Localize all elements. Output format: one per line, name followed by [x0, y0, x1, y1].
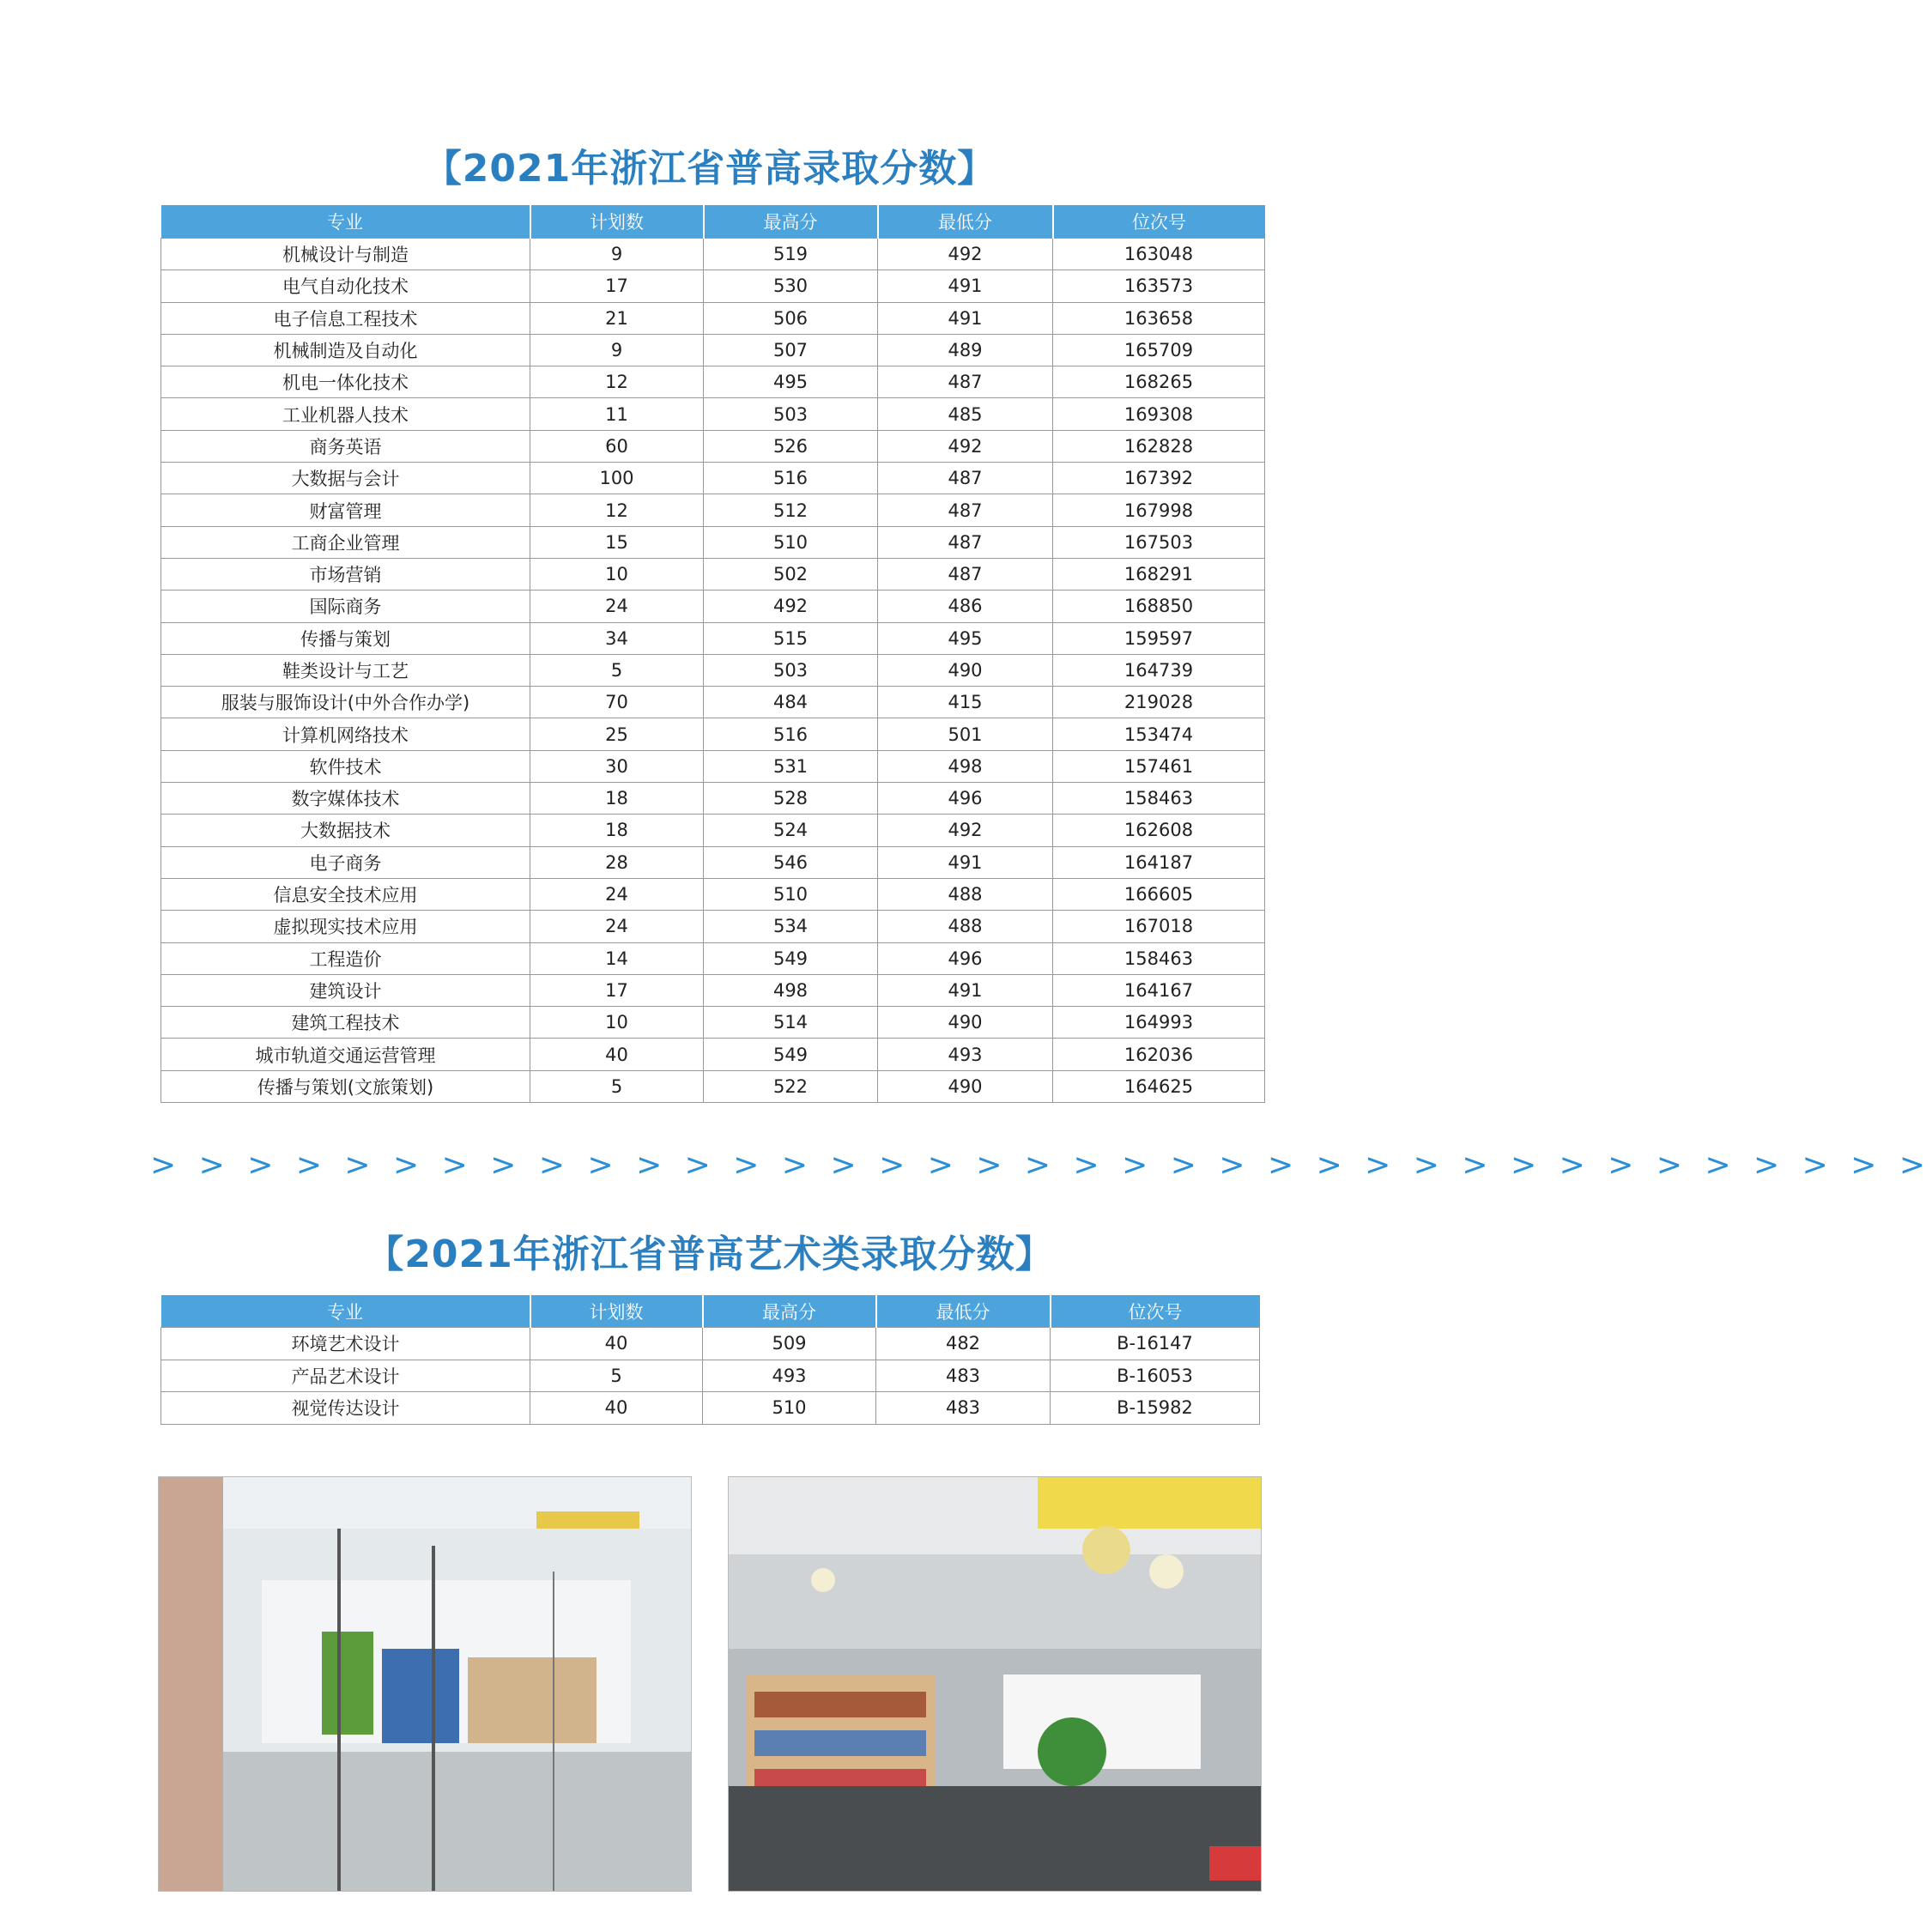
table-row — [161, 718, 1265, 750]
table-row — [161, 239, 1265, 270]
table-cell: 数字媒体技术 — [161, 783, 530, 815]
table-cell: 信息安全技术应用 — [161, 878, 530, 910]
table-cell: 163048 — [1053, 239, 1265, 270]
table-cell: 528 — [704, 783, 878, 815]
table-cell: 30 — [530, 750, 704, 782]
table-cell: 169308 — [1053, 398, 1265, 430]
table-cell: 工业机器人技术 — [161, 398, 530, 430]
table-cell: 483 — [876, 1392, 1051, 1425]
table-row — [161, 591, 1265, 622]
table-cell: 490 — [878, 1007, 1053, 1039]
table-cell: 5 — [530, 1360, 703, 1392]
table-row — [161, 942, 1265, 974]
table-cell: 487 — [878, 558, 1053, 590]
table-cell: 40 — [530, 1392, 703, 1425]
table-row — [161, 1070, 1265, 1102]
table-cell: 495 — [704, 366, 878, 398]
table-cell: 496 — [878, 942, 1053, 974]
table-cell: 493 — [878, 1039, 1053, 1070]
table-cell: 503 — [704, 398, 878, 430]
table-cell: 10 — [530, 1007, 704, 1039]
table-cell: 501 — [878, 718, 1053, 750]
table-row — [161, 398, 1265, 430]
table-row — [161, 654, 1265, 686]
table-cell: 549 — [704, 942, 878, 974]
table-cell: 164993 — [1053, 1007, 1265, 1039]
table-cell: 164739 — [1053, 654, 1265, 686]
table-cell: 492 — [878, 430, 1053, 462]
table-cell: 162828 — [1053, 430, 1265, 462]
table-cell: 环境艺术设计 — [161, 1328, 530, 1360]
table-cell: 工商企业管理 — [161, 526, 530, 558]
admission-score-table — [160, 205, 1265, 1103]
table-cell: 164625 — [1053, 1070, 1265, 1102]
arrow-divider: > > > > > > > > > > > > > > > > > > > > > > > > > > > > > > > > > > > > > — [150, 1148, 1932, 1183]
table-row — [161, 270, 1265, 302]
table-cell: 534 — [704, 911, 878, 942]
table-cell: 546 — [704, 846, 878, 878]
table-cell: 158463 — [1053, 942, 1265, 974]
table-cell: 509 — [703, 1328, 876, 1360]
table-cell: 524 — [704, 815, 878, 846]
table-cell: 168291 — [1053, 558, 1265, 590]
table-cell: 496 — [878, 783, 1053, 815]
table-cell: 506 — [704, 302, 878, 334]
table-cell: 515 — [704, 622, 878, 654]
table-cell: 490 — [878, 654, 1053, 686]
table-row — [161, 366, 1265, 398]
table-cell: 建筑设计 — [161, 974, 530, 1006]
table-cell: 512 — [704, 494, 878, 526]
table-cell: 159597 — [1053, 622, 1265, 654]
table-cell: 18 — [530, 815, 704, 846]
table-cell: 503 — [704, 654, 878, 686]
table-cell: 166605 — [1053, 878, 1265, 910]
table-cell: 电气自动化技术 — [161, 270, 530, 302]
table-cell: 507 — [704, 334, 878, 366]
table-cell: 484 — [704, 687, 878, 718]
table-cell: 9 — [530, 334, 704, 366]
table-cell: 502 — [704, 558, 878, 590]
table-row — [161, 1007, 1265, 1039]
table-cell: 市场营销 — [161, 558, 530, 590]
column-header: 最高分 — [704, 205, 878, 239]
table-row — [161, 463, 1265, 494]
table-cell: 510 — [704, 526, 878, 558]
table-cell: 482 — [876, 1328, 1051, 1360]
table-cell: 虚拟现实技术应用 — [161, 911, 530, 942]
table-cell: 162036 — [1053, 1039, 1265, 1070]
table-cell: 514 — [704, 1007, 878, 1039]
table-cell: 70 — [530, 687, 704, 718]
table-cell: 大数据与会计 — [161, 463, 530, 494]
table-cell: 153474 — [1053, 718, 1265, 750]
table-row — [161, 1360, 1260, 1392]
table-row — [161, 430, 1265, 462]
table-cell: 鞋类设计与工艺 — [161, 654, 530, 686]
table-cell: 219028 — [1053, 687, 1265, 718]
table-cell: 488 — [878, 911, 1053, 942]
table-cell: 11 — [530, 398, 704, 430]
table-row — [161, 494, 1265, 526]
table-cell: 168850 — [1053, 591, 1265, 622]
table-cell: 164167 — [1053, 974, 1265, 1006]
table-cell: 18 — [530, 783, 704, 815]
table-cell: 传播与策划(文旅策划) — [161, 1070, 530, 1102]
table-cell: 167018 — [1053, 911, 1265, 942]
table-cell: 483 — [876, 1360, 1051, 1392]
table-cell: 157461 — [1053, 750, 1265, 782]
table-row — [161, 1392, 1260, 1425]
library-reading-room-photo — [728, 1476, 1262, 1892]
table-row — [161, 526, 1265, 558]
table-cell: 电子信息工程技术 — [161, 302, 530, 334]
table-cell: 传播与策划 — [161, 622, 530, 654]
table-cell: 40 — [530, 1039, 704, 1070]
table-cell: 计算机网络技术 — [161, 718, 530, 750]
table-cell: 498 — [878, 750, 1053, 782]
table-cell: 490 — [878, 1070, 1053, 1102]
table-cell: 工程造价 — [161, 942, 530, 974]
table-cell: 549 — [704, 1039, 878, 1070]
column-header: 最高分 — [703, 1295, 876, 1328]
table-cell: 电子商务 — [161, 846, 530, 878]
table-cell: 516 — [704, 718, 878, 750]
table-cell: 10 — [530, 558, 704, 590]
table-cell: 498 — [704, 974, 878, 1006]
table-row — [161, 911, 1265, 942]
table-row — [161, 750, 1265, 782]
table-cell: 软件技术 — [161, 750, 530, 782]
table-cell: 492 — [704, 591, 878, 622]
table-cell: 163573 — [1053, 270, 1265, 302]
table-cell: 167998 — [1053, 494, 1265, 526]
table-cell: 163658 — [1053, 302, 1265, 334]
table-cell: 城市轨道交通运营管理 — [161, 1039, 530, 1070]
table-cell: 165709 — [1053, 334, 1265, 366]
table-cell: 526 — [704, 430, 878, 462]
table-cell: 大数据技术 — [161, 815, 530, 846]
table-cell: 491 — [878, 302, 1053, 334]
table-header-row — [161, 205, 1265, 239]
column-header: 计划数 — [530, 1295, 703, 1328]
table-cell: 522 — [704, 1070, 878, 1102]
table-row — [161, 783, 1265, 815]
column-header: 计划数 — [530, 205, 704, 239]
table-cell: 488 — [878, 878, 1053, 910]
table-cell: 17 — [530, 270, 704, 302]
table-cell: 487 — [878, 463, 1053, 494]
table-row — [161, 974, 1265, 1006]
table-row — [161, 302, 1265, 334]
table-cell: 60 — [530, 430, 704, 462]
table-cell: 24 — [530, 591, 704, 622]
table-row — [161, 687, 1265, 718]
table-row — [161, 878, 1265, 910]
table-cell: 9 — [530, 239, 704, 270]
table-cell: 167503 — [1053, 526, 1265, 558]
table-cell: 168265 — [1053, 366, 1265, 398]
table-cell: 25 — [530, 718, 704, 750]
table-cell: 视觉传达设计 — [161, 1392, 530, 1425]
column-header: 位次号 — [1053, 205, 1265, 239]
table-header-row — [161, 1295, 1260, 1328]
table-row — [161, 558, 1265, 590]
table-cell: 487 — [878, 494, 1053, 526]
table-cell: 24 — [530, 911, 704, 942]
table-cell: 516 — [704, 463, 878, 494]
table-cell: 486 — [878, 591, 1053, 622]
table-cell: 530 — [704, 270, 878, 302]
table-cell: 487 — [878, 366, 1053, 398]
table-cell: 491 — [878, 974, 1053, 1006]
table-cell: 158463 — [1053, 783, 1265, 815]
table-cell: 5 — [530, 1070, 704, 1102]
table-cell: 14 — [530, 942, 704, 974]
table-cell: 495 — [878, 622, 1053, 654]
art-admission-score-table — [160, 1295, 1260, 1425]
table-cell: 机电一体化技术 — [161, 366, 530, 398]
table-cell: 机械设计与制造 — [161, 239, 530, 270]
table-cell: 531 — [704, 750, 878, 782]
table-cell: 15 — [530, 526, 704, 558]
column-header: 最低分 — [876, 1295, 1051, 1328]
table-cell: 12 — [530, 366, 704, 398]
table-cell: 商务英语 — [161, 430, 530, 462]
table-row — [161, 622, 1265, 654]
table-cell: 162608 — [1053, 815, 1265, 846]
table-cell: 519 — [704, 239, 878, 270]
table-cell: 国际商务 — [161, 591, 530, 622]
table-row — [161, 815, 1265, 846]
table-row — [161, 1039, 1265, 1070]
table-cell: 485 — [878, 398, 1053, 430]
table-cell: 5 — [530, 654, 704, 686]
table-cell: 167392 — [1053, 463, 1265, 494]
table-cell: 财富管理 — [161, 494, 530, 526]
table-cell: 492 — [878, 815, 1053, 846]
lab-glass-showroom-photo — [158, 1476, 692, 1892]
table-row — [161, 334, 1265, 366]
table-cell: 415 — [878, 687, 1053, 718]
table-cell: 510 — [704, 878, 878, 910]
section1-title: 【2021年浙江省普高录取分数】 — [423, 147, 996, 191]
table-cell: 产品艺术设计 — [161, 1360, 530, 1392]
table-cell: 40 — [530, 1328, 703, 1360]
table-cell: 12 — [530, 494, 704, 526]
table-cell: 491 — [878, 846, 1053, 878]
table-cell: B-16147 — [1051, 1328, 1260, 1360]
table-cell: 17 — [530, 974, 704, 1006]
column-header: 最低分 — [878, 205, 1053, 239]
table-cell: 510 — [703, 1392, 876, 1425]
table-cell: 服装与服饰设计(中外合作办学) — [161, 687, 530, 718]
table-cell: 491 — [878, 270, 1053, 302]
table-cell: 100 — [530, 463, 704, 494]
table-cell: 24 — [530, 878, 704, 910]
table-cell: 28 — [530, 846, 704, 878]
table-row — [161, 846, 1265, 878]
table-cell: 493 — [703, 1360, 876, 1392]
column-header: 专业 — [161, 1295, 530, 1328]
table-row — [161, 1328, 1260, 1360]
table-cell: B-15982 — [1051, 1392, 1260, 1425]
table-cell: 487 — [878, 526, 1053, 558]
table-cell: 建筑工程技术 — [161, 1007, 530, 1039]
column-header: 专业 — [161, 205, 530, 239]
section2-title: 【2021年浙江省普高艺术类录取分数】 — [366, 1233, 1054, 1276]
table-cell: B-16053 — [1051, 1360, 1260, 1392]
column-header: 位次号 — [1051, 1295, 1260, 1328]
table-cell: 492 — [878, 239, 1053, 270]
table-cell: 489 — [878, 334, 1053, 366]
table-cell: 34 — [530, 622, 704, 654]
table-cell: 164187 — [1053, 846, 1265, 878]
table-cell: 机械制造及自动化 — [161, 334, 530, 366]
table-cell: 21 — [530, 302, 704, 334]
